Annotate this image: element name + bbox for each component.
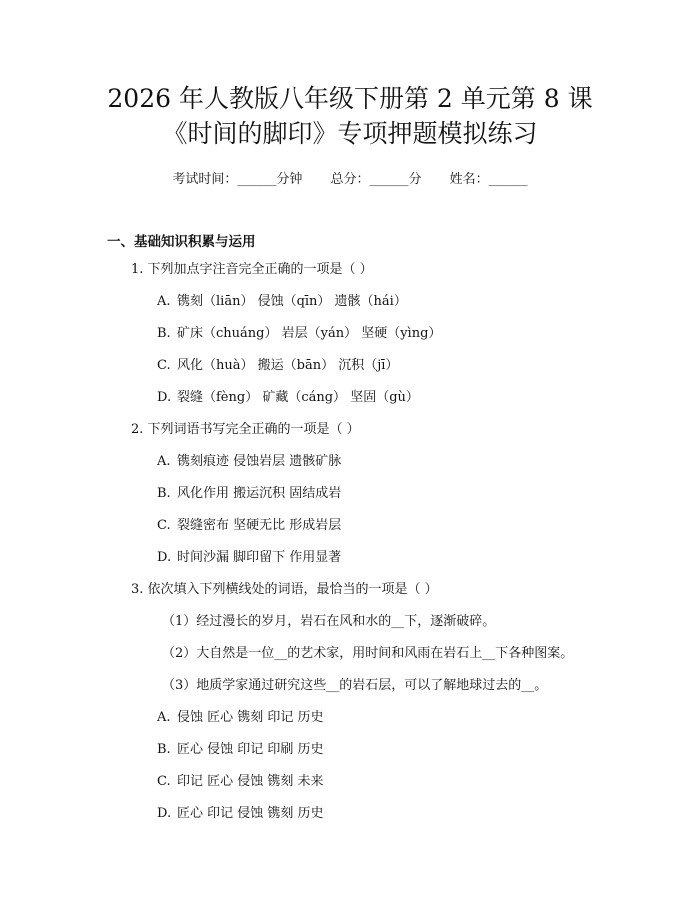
option-text: 镌刻（liān） 侵蚀（qīn） 遗骸（hái） xyxy=(177,294,407,309)
option-label: B. xyxy=(157,742,171,757)
q3-sentence-1: （1）经过漫长的岁月，岩石在风和水的__下，逐渐破碎。 xyxy=(162,614,496,629)
q2-option-b[interactable] xyxy=(157,485,341,503)
option-text: 印记 匠心 侵蚀 镌刻 未来 xyxy=(177,774,324,789)
exam-time-field: 考试时间：______分钟 xyxy=(172,172,303,187)
option-label: C. xyxy=(157,518,171,533)
option-label: A. xyxy=(157,710,171,725)
q1-option-d[interactable] xyxy=(157,389,419,407)
q3-option-a[interactable] xyxy=(157,709,324,727)
option-label: D. xyxy=(157,390,172,405)
option-label: C. xyxy=(157,774,171,789)
q3-option-c[interactable] xyxy=(157,773,324,791)
q3-option-d[interactable] xyxy=(157,805,324,823)
q3-sentence-3: （3）地质学家通过研究这些__的岩石层，可以了解地球过去的__。 xyxy=(162,678,548,693)
option-label: C. xyxy=(157,358,171,373)
option-text: 风化（huà） 搬运（bān） 沉积（jī） xyxy=(177,358,399,373)
q1-option-c[interactable] xyxy=(157,357,398,375)
option-text: 匠心 印记 侵蚀 镌刻 历史 xyxy=(177,806,324,821)
option-text: 裂缝（fèng） 矿藏（cáng） 坚固（gù） xyxy=(177,390,419,405)
option-label: A. xyxy=(157,294,171,309)
question-1-stem: 1. 下列加点字注音完全正确的一项是（ ） xyxy=(131,262,373,277)
option-text: 裂缝密布 坚硬无比 形成岩层 xyxy=(177,518,342,533)
option-label: B. xyxy=(157,486,171,501)
option-text: 矿床（chuáng） 岩层（yán） 坚硬（yìng） xyxy=(177,326,442,341)
q2-option-c[interactable] xyxy=(157,517,341,535)
page-title: 2026 年人教版八年级下册第 2 单元第 8 课 xyxy=(107,84,593,113)
option-text: 侵蚀 匠心 镌刻 印记 历史 xyxy=(177,710,324,725)
option-text: 风化作用 搬运沉积 固结成岩 xyxy=(177,486,342,501)
option-text: 匠心 侵蚀 印记 印刷 历史 xyxy=(177,742,324,757)
option-text: 镌刻痕迹 侵蚀岩层 遗骸矿脉 xyxy=(177,454,342,469)
option-text: 时间沙漏 脚印留下 作用显著 xyxy=(177,550,342,565)
q3-sentence-2: （2）大自然是一位__的艺术家，用时间和风雨在岩石上__下各种图案。 xyxy=(162,646,574,661)
page-subtitle: 《时间的脚印》专项押题模拟练习 xyxy=(162,119,538,148)
q1-option-a[interactable] xyxy=(157,293,407,311)
option-label: D. xyxy=(157,806,172,821)
option-label: B. xyxy=(157,326,171,341)
q3-option-b[interactable] xyxy=(157,741,324,759)
question-3-stem: 3. 依次填入下列横线处的词语，最恰当的一项是（ ） xyxy=(131,582,438,597)
student-name-field: 姓名：______ xyxy=(449,172,528,187)
question-2-stem: 2. 下列词语书写完全正确的一项是（ ） xyxy=(131,422,360,437)
option-label: A. xyxy=(157,454,171,469)
q2-option-d[interactable] xyxy=(157,549,341,567)
total-score-field: 总分：______分 xyxy=(330,172,422,187)
q2-option-a[interactable] xyxy=(157,453,341,471)
option-label: D. xyxy=(157,550,172,565)
q1-option-b[interactable] xyxy=(157,325,441,343)
exam-meta xyxy=(0,168,700,187)
section-heading: 一、基础知识积累与运用 xyxy=(107,234,256,250)
